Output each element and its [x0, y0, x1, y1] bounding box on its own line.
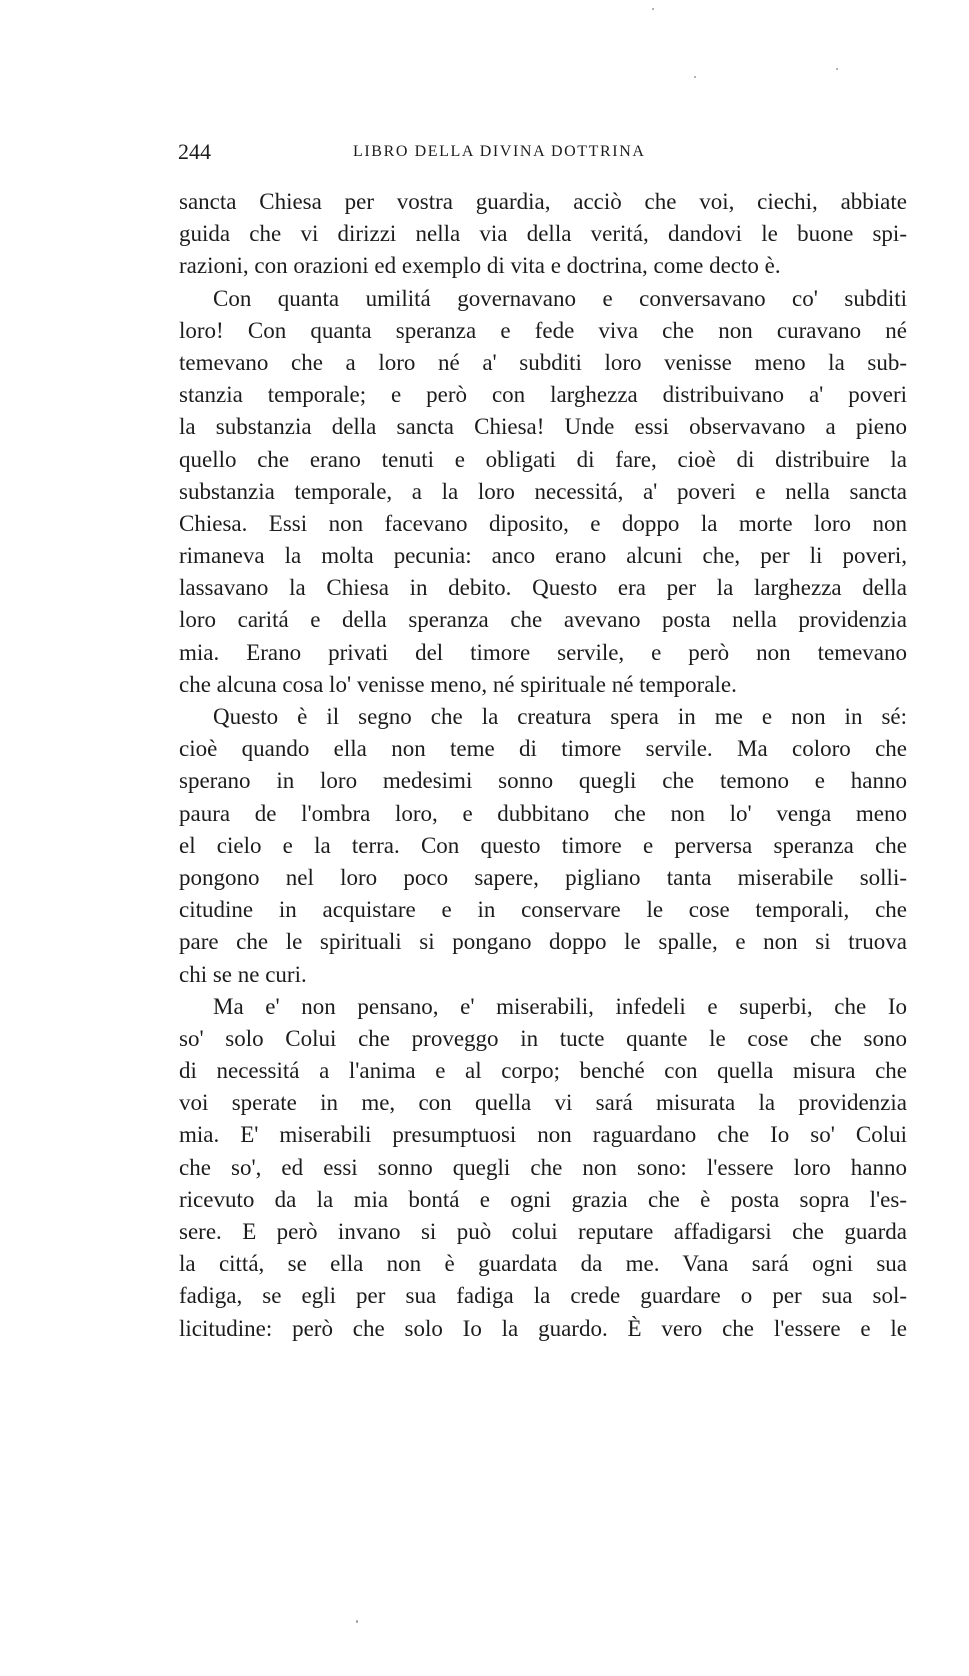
text-line: razioni, con orazioni ed exemplo di vita e doctrina, come decto è. — [179, 253, 781, 279]
text-line: substanzia temporale, a la loro necessitá, a' poveri e nella sancta — [179, 478, 907, 504]
page-number: 244 — [178, 139, 211, 164]
scan-speck — [694, 76, 696, 78]
running-title: LIBRO DELLA DIVINA DOTTRINA — [353, 143, 646, 160]
text-line: mia. E' miserabili presumptuosi non raguardano che Io so' Colui — [179, 1122, 907, 1148]
text-line: loro! Con quanta speranza e fede viva che non curavano né — [179, 317, 907, 343]
text-line: pongono nel loro poco sapere, pigliano tanta miserabile solli- — [179, 864, 907, 890]
text-line: fadiga, se egli per sua fadiga la crede guardare o per sua sol- — [179, 1283, 907, 1309]
text-line: citudine in acquistare e in conservare le cose temporali, che — [179, 897, 907, 923]
text-line: loro caritá e della speranza che avevano posta nella providenzia — [179, 607, 907, 633]
text-line: chi se ne curi. — [179, 961, 307, 987]
running-head — [178, 139, 902, 165]
text-line: rimaneva la molta pecunia: anco erano alcuni che, per li poveri, — [179, 543, 907, 569]
text-line: mia. Erano privati del timore servile, e però non temevano — [179, 639, 907, 665]
text-line: so' solo Colui che proveggo in tucte quante le cose che sono — [179, 1025, 907, 1051]
text-line: Con quanta umilitá governavano e conversavano co' subditi — [213, 285, 907, 311]
text-line: Questo è il segno che la creatura spera in me e non in sé: — [213, 704, 907, 729]
text-line: sancta Chiesa per vostra guardia, acciò che voi, ciechi, abbiate — [179, 189, 907, 214]
text-line: licitudine: però che solo Io la guardo. È vero che l'essere e le — [179, 1315, 907, 1341]
text-line: che alcuna cosa lo' venisse meno, né spirituale né temporale. — [179, 671, 737, 697]
text-line: guida che vi dirizzi nella via della veritá, dandovi le buone spi- — [179, 221, 907, 247]
text-line: ricevuto da la mia bontá e ogni grazia che è posta sopra l'es- — [179, 1186, 907, 1212]
text-line: quello che erano tenuti e obligati di fare, cioè di distribuire la — [179, 446, 907, 472]
text-line: Ma e' non pensano, e' miserabili, infedeli e superbi, che Io — [213, 993, 907, 1019]
text-line: la cittá, se ella non è guardata da me. Vana sará ogni sua — [179, 1251, 907, 1277]
text-line: la substanzia della sancta Chiesa! Unde essi observavano a pieno — [179, 414, 907, 440]
scan-speck — [356, 1620, 358, 1623]
text-line: el cielo e la terra. Con questo timore e perversa speranza che — [179, 832, 907, 858]
text-line: che so', ed essi sonno quegli che non sono: l'essere loro hanno — [179, 1154, 907, 1180]
scan-speck — [836, 68, 838, 70]
text-line: sere. E però invano si può colui reputare affadigarsi che guarda — [179, 1219, 907, 1244]
text-line: temevano che a loro né a' subditi loro venisse meno la sub- — [179, 349, 907, 375]
text-line: di necessitá a l'anima e al corpo; benché con quella misura che — [179, 1058, 907, 1084]
text-line: pare che le spirituali si pongano doppo le spalle, e non si truova — [179, 929, 907, 955]
body-text — [179, 186, 907, 1345]
text-line: sperano in loro medesimi sonno quegli che temono e hanno — [179, 768, 907, 794]
text-line: paura de l'ombra loro, e dubbitano che non lo' venga meno — [179, 800, 907, 826]
text-line: cioè quando ella non teme di timore servile. Ma coloro che — [179, 736, 907, 762]
text-line: stanzia temporale; e però con larghezza distribuivano a' poveri — [179, 382, 907, 408]
text-line: lassavano la Chiesa in debito. Questo era per la larghezza della — [179, 575, 907, 601]
text-line: Chiesa. Essi non facevano diposito, e doppo la morte loro non — [179, 510, 907, 536]
scan-speck — [652, 8, 654, 10]
text-line: voi sperate in me, con quella vi sará misurata la providenzia — [179, 1090, 907, 1116]
